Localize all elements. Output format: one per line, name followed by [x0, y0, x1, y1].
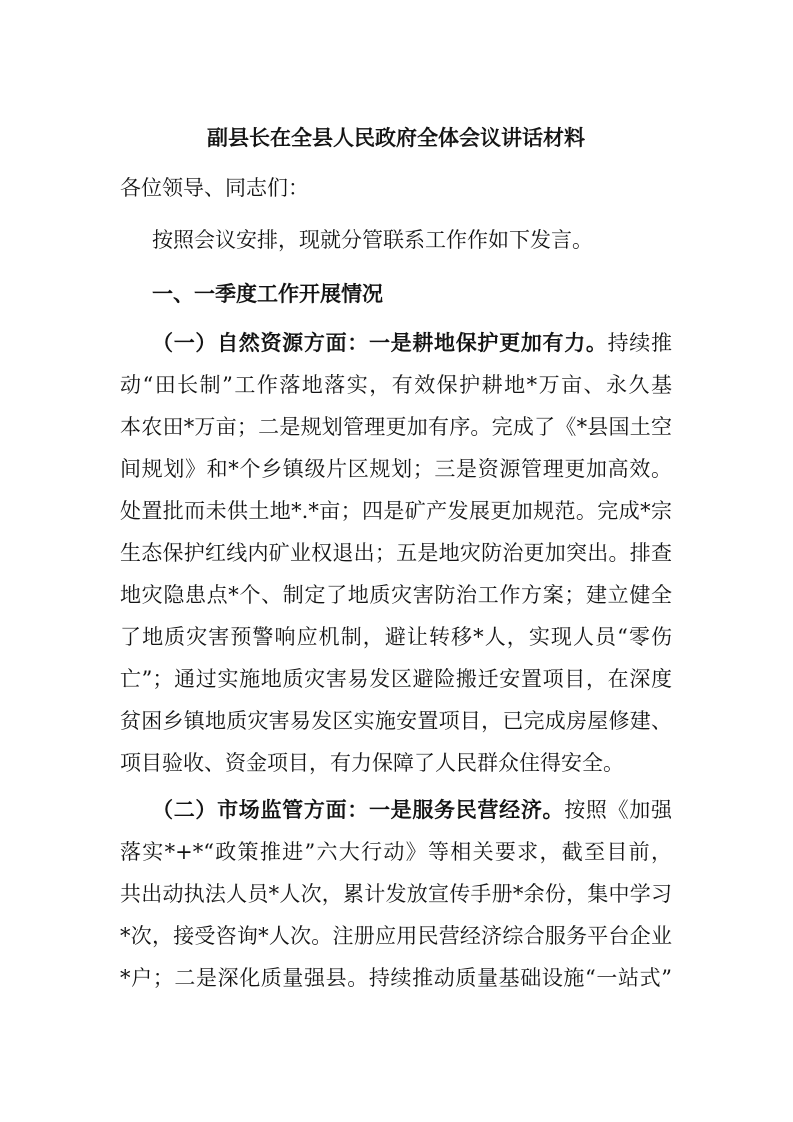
paragraph-lead-bold: （一）自然资源方面：一是耕地保护更加有力。	[152, 330, 608, 355]
paragraph-line: 本农田*万亩；二是规划管理更加有序。完成了《*县国土空	[120, 415, 672, 439]
paragraph-line: 动“田长制”工作落地落实，有效保护耕地*万亩、永久基	[120, 373, 672, 397]
paragraph-last-line: 项目验收、资金项目，有力保障了人民群众住得安全。	[120, 751, 624, 775]
paragraph-line: *户；二是深化质量强县。持续推动质量基础设施“一站式”	[120, 966, 672, 990]
paragraph-market-supervision	[120, 789, 672, 999]
paragraph-line: 生态保护红线内矿业权退出；五是地灾防治更加突出。排查	[120, 541, 672, 565]
paragraph-line: 地灾隐患点*个、制定了地质灾害防治工作方案；建立健全	[120, 583, 672, 607]
paragraph-lead-rest: 按照《加强	[564, 798, 672, 822]
paragraph-line: 共出动执法人员*人次，累计发放宣传手册*余份，集中学习	[120, 882, 672, 906]
paragraph-line: 了地质灾害预警响应机制，避让转移*人，实现人员“零伤	[120, 625, 672, 649]
paragraph-first-line	[120, 789, 672, 831]
paragraph-lead-bold: （二）市场监管方面：一是服务民营经济。	[152, 797, 565, 822]
salutation: 各位领导、同志们：	[120, 176, 309, 200]
document-title: 副县长在全县人民政府全体会议讲话材料	[207, 125, 585, 150]
section-heading: 一、一季度工作开展情况	[152, 281, 383, 306]
paragraph-line: 落实*+*“政策推进”六大行动》等相关要求，截至目前，	[120, 840, 672, 864]
document-body	[120, 117, 672, 999]
paragraph-first-line	[120, 322, 672, 364]
paragraph-line: 间规划》和*个乡镇级片区规划；三是资源管理更加高效。	[120, 457, 672, 481]
paragraph-line: *次，接受咨询*人次。注册应用民营经济综合服务平台企业	[120, 924, 672, 948]
paragraph-line: 贫困乡镇地质灾害易发区实施安置项目，已完成房屋修建、	[120, 709, 672, 733]
paragraph-line: 处置批而未供土地*.*亩；四是矿产发展更加规范。完成*宗	[120, 499, 672, 523]
paragraph-lead-rest: 持续推	[607, 331, 672, 355]
paragraph-line: 亡”；通过实施地质灾害易发区避险搬迁安置项目，在深度	[120, 667, 672, 691]
paragraph-natural-resources	[120, 322, 672, 784]
intro-sentence: 按照会议安排，现就分管联系工作作如下发言。	[152, 228, 593, 252]
